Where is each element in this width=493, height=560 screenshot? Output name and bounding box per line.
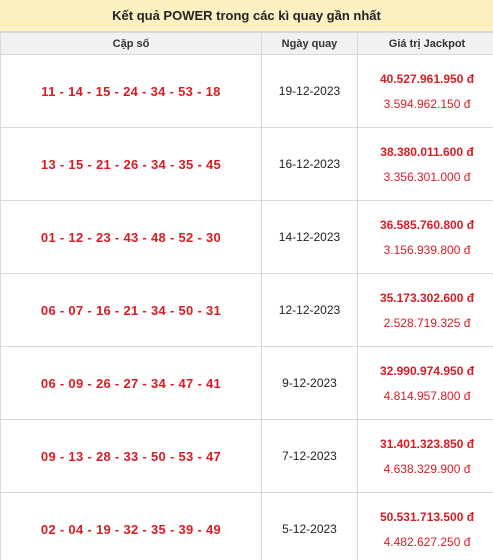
table-row	[1, 420, 493, 493]
row-numbers: 11 - 14 - 15 - 24 - 34 - 53 - 18	[1, 55, 262, 128]
jackpot-2-value: 4.814.957.800 đ	[383, 388, 471, 403]
row-numbers: 02 - 04 - 19 - 32 - 35 - 39 - 49	[1, 493, 262, 560]
jackpot-1-value: 31.401.323.850 đ	[379, 436, 475, 451]
table-row	[1, 493, 493, 560]
header-numbers: Cặp số	[1, 33, 262, 55]
row-numbers: 01 - 12 - 23 - 43 - 48 - 52 - 30	[1, 201, 262, 274]
table-row	[1, 274, 493, 347]
row-date: 14-12-2023	[262, 201, 358, 274]
row-date: 16-12-2023	[262, 128, 358, 201]
table-row	[1, 347, 493, 420]
row-date: 9-12-2023	[262, 347, 358, 420]
jackpot-2-value: 4.638.329.900 đ	[383, 461, 471, 476]
row-jackpot	[358, 420, 493, 493]
row-date: 19-12-2023	[262, 55, 358, 128]
row-jackpot	[358, 128, 493, 201]
jackpot-2-value: 3.156.939.800 đ	[383, 242, 471, 257]
table-header-row	[1, 33, 493, 55]
jackpot-1-value: 40.527.961.950 đ	[379, 71, 475, 86]
row-jackpot	[358, 55, 493, 128]
row-jackpot	[358, 493, 493, 560]
row-numbers: 13 - 15 - 21 - 26 - 34 - 35 - 45	[1, 128, 262, 201]
jackpot-1-value: 35.173.302.600 đ	[379, 290, 475, 305]
jackpot-2-value: 2.528.719.325 đ	[383, 315, 471, 330]
jackpot-2-value: 3.356.301.000 đ	[383, 169, 471, 184]
row-jackpot	[358, 201, 493, 274]
jackpot-1-value: 36.585.760.800 đ	[379, 217, 475, 232]
row-date: 5-12-2023	[262, 493, 358, 560]
row-jackpot	[358, 274, 493, 347]
table-row	[1, 201, 493, 274]
table-row	[1, 55, 493, 128]
jackpot-1-value: 50.531.713.500 đ	[379, 509, 475, 524]
row-numbers: 06 - 07 - 16 - 21 - 34 - 50 - 31	[1, 274, 262, 347]
row-jackpot	[358, 347, 493, 420]
jackpot-2-value: 3.594.962.150 đ	[383, 96, 471, 111]
row-date: 12-12-2023	[262, 274, 358, 347]
row-numbers: 09 - 13 - 28 - 33 - 50 - 53 - 47	[1, 420, 262, 493]
row-date: 7-12-2023	[262, 420, 358, 493]
panel-title: Kết quả POWER trong các kì quay gần nhất	[0, 0, 493, 32]
jackpot-2-value: 4.482.627.250 đ	[383, 534, 471, 549]
table-row	[1, 128, 493, 201]
results-table	[0, 32, 493, 560]
header-jackpot: Giá trị Jackpot	[358, 33, 493, 55]
jackpot-1-value: 32.990.974.950 đ	[379, 363, 475, 378]
jackpot-1-value: 38.380.011.600 đ	[380, 144, 474, 159]
row-numbers: 06 - 09 - 26 - 27 - 34 - 47 - 41	[1, 347, 262, 420]
header-date: Ngày quay	[262, 33, 358, 55]
